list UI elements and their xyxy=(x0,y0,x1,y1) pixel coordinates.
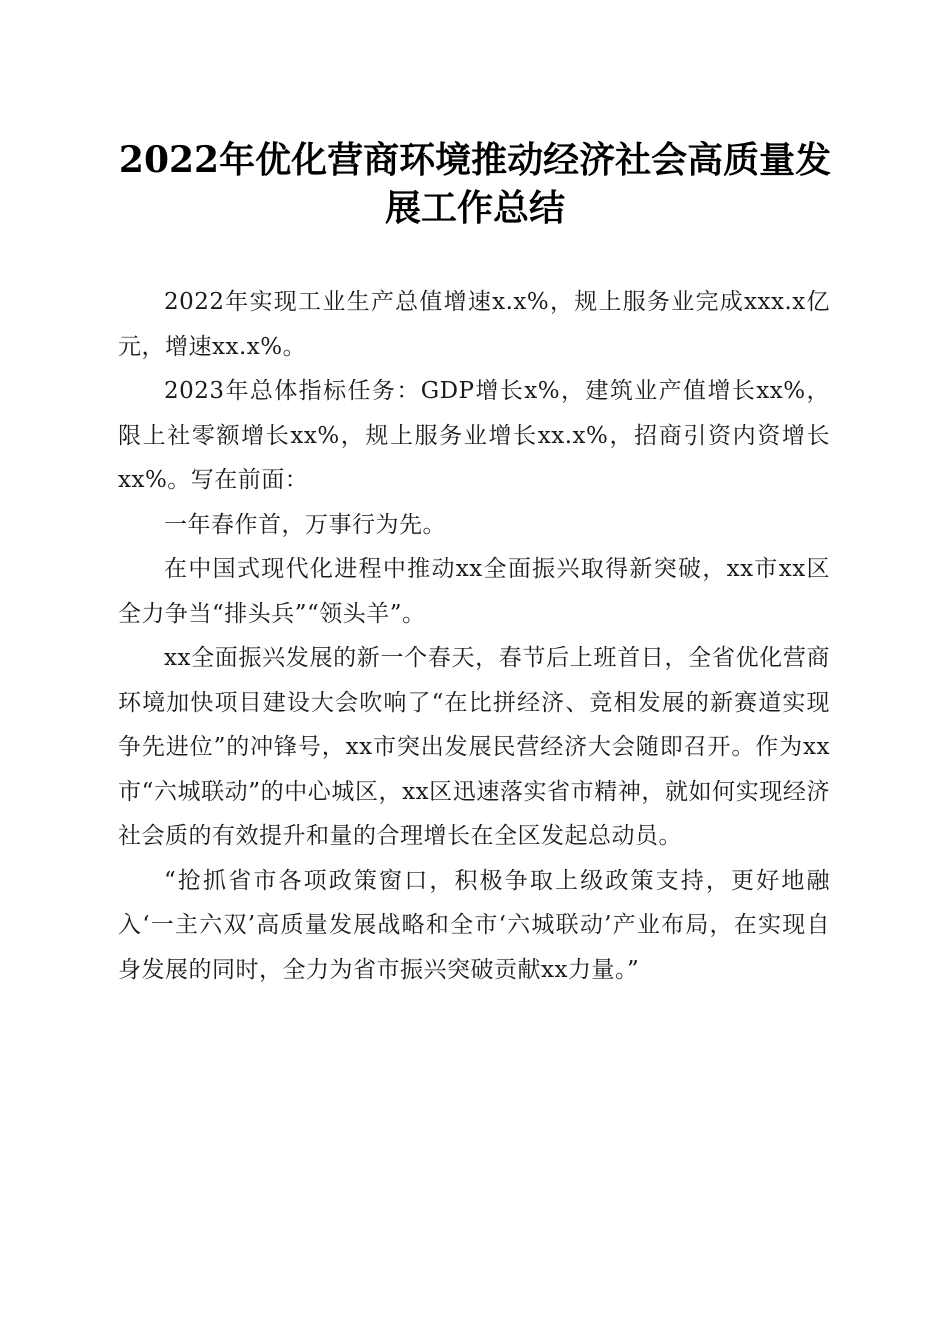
paragraph-2023-targets: 2023年总体指标任务：GDP增长x%，建筑业产值增长xx%，限上社零额增长xx%，规上服务业增长xx.x%，招商引资内资增长xx%。写在前面： xyxy=(118,378,830,493)
paragraph-district-goal: 在中国式现代化进程中推动xx全面振兴取得新突破，xx市xx区全力争当“排头兵”“领头羊”。 xyxy=(118,556,830,627)
title-line-1: 2022年优化营商环境推动经济社会高质量发 xyxy=(118,139,832,181)
paragraph-spring-motto: 一年春作首，万事行为先。 xyxy=(164,511,446,538)
document-body xyxy=(118,280,830,992)
paragraph-output-stats: 2022年实现工业生产总值增速x.x%，规上服务业完成xxx.x亿元，增速xx.x%。 xyxy=(118,289,830,360)
paragraph-quote: “抢抓省市各项政策窗口，积极争取上级政策支持，更好地融入‘一主六双’高质量发展战略和全市‘六城联动’产业布局，在实现自身发展的同时，全力为省市振兴突破贡献xx力量。” xyxy=(118,867,830,983)
title-line-2: 展工作总结 xyxy=(384,187,565,229)
document-title xyxy=(110,136,840,232)
paragraph-mobilization: xx全面振兴发展的新一个春天，春节后上班首日，全省优化营商环境加快项目建设大会吹响了“在比拼经济、竞相发展的新赛道实现争先进位”的冲锋号，xx市突出发展民营经济大会随即召开。作为xx市“六城联动”的中心城区，xx区迅速落实省市精神，就如何实现经济社会质的有效提升和量的合理增长在全区发起总动员。 xyxy=(118,645,830,849)
